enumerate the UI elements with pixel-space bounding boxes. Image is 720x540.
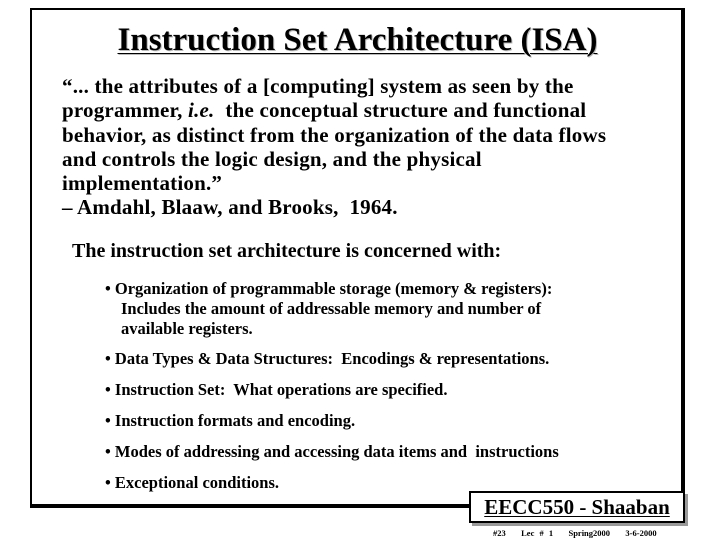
list-item-continuation: Includes the amount of addressable memory and number of bbox=[121, 299, 542, 318]
quote-line-2-start: programmer, bbox=[62, 98, 189, 123]
quote-line-2-end: the conceptual structure and functional bbox=[214, 98, 587, 123]
quote-ie-italic: i.e. bbox=[188, 98, 215, 123]
list-item-text: • Modes of addressing and accessing data items and instructions bbox=[105, 442, 559, 461]
slide-title: Instruction Set Architecture (ISA) bbox=[117, 22, 598, 58]
quote-attribution: – Amdahl, Blaaw, and Brooks, 1964. bbox=[62, 195, 398, 220]
list-item-text: • Instruction Set: What operations are specified. bbox=[105, 380, 448, 399]
list-item bbox=[105, 380, 559, 400]
course-badge: EECC550 - Shaaban bbox=[469, 491, 685, 523]
list-item-continuation: available registers. bbox=[121, 319, 253, 338]
quote-line-1: “... the attributes of a [computing] system as seen by the bbox=[62, 74, 574, 98]
concerns-list bbox=[105, 279, 559, 493]
quote-line-3: behavior, as distinct from the organization of the data flows bbox=[62, 122, 607, 147]
list-item-text: • Data Types & Data Structures: Encodings & representations. bbox=[105, 349, 550, 368]
list-item bbox=[105, 279, 559, 339]
list-item-text: • Organization of programmable storage (memory & registers): bbox=[105, 279, 553, 298]
slide-footer: #23 Lec # 1 Spring2000 3-6-2000 bbox=[493, 528, 657, 538]
list-item bbox=[105, 349, 559, 369]
list-item bbox=[105, 442, 559, 462]
list-item bbox=[105, 411, 559, 431]
list-item-text: • Instruction formats and encoding. bbox=[105, 411, 356, 430]
list-item-text: • Exceptional conditions. bbox=[105, 473, 280, 492]
quote-line-5: implementation.” bbox=[62, 171, 223, 196]
definition-quote bbox=[62, 74, 606, 220]
quote-line-2 bbox=[62, 98, 606, 122]
concerns-intro: The instruction set architecture is concerned with: bbox=[72, 240, 502, 262]
quote-line-4: and controls the logic design, and the physical bbox=[62, 146, 482, 171]
list-item bbox=[105, 473, 559, 493]
